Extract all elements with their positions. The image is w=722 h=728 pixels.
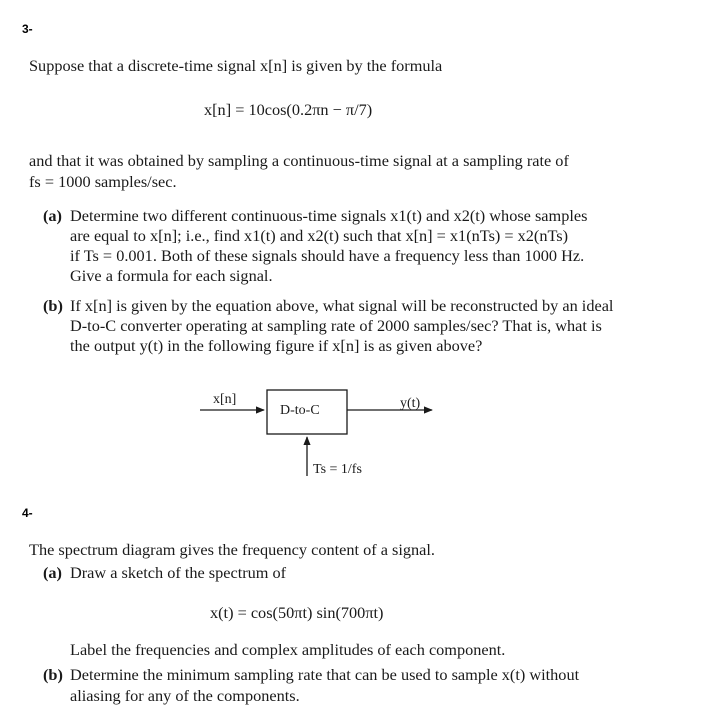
problem-4-formula: x(t) = cos(50πt) sin(700πt) bbox=[210, 603, 384, 622]
problem-3-number: 3- bbox=[22, 22, 33, 36]
problem-4-part-a-label: (a) bbox=[43, 563, 62, 582]
problem-4-number: 4- bbox=[22, 506, 33, 520]
problem-4-part-b-label: (b) bbox=[43, 665, 63, 684]
problem-3-context-line1: and that it was obtained by sampling a continuous-time signal at a sampling rate of bbox=[29, 151, 569, 170]
problem-3-part-b-line3: the output y(t) in the following figure if x[n] is as given above? bbox=[70, 336, 483, 355]
problem-3-part-a-line4: Give a formula for each signal. bbox=[70, 266, 273, 285]
problem-3-part-b-line2: D-to-C converter operating at sampling rate of 2000 samples/sec? That is, what is bbox=[70, 316, 602, 335]
diagram-output-label: y(t) bbox=[400, 396, 421, 411]
problem-3-context-line2: fs = 1000 samples/sec. bbox=[29, 172, 177, 191]
diagram-input-label: x[n] bbox=[213, 392, 237, 407]
problem-3-formula: x[n] = 10cos(0.2πn − π/7) bbox=[204, 100, 373, 119]
problem-4-intro: The spectrum diagram gives the frequency content of a signal. bbox=[29, 540, 435, 559]
problem-3-part-b-line1: If x[n] is given by the equation above, what signal will be reconstructed by an ideal bbox=[70, 296, 614, 315]
problem-4-part-b-line2: aliasing for any of the components. bbox=[70, 686, 300, 705]
problem-4-part-a-line2: Label the frequencies and complex amplitudes of each component. bbox=[70, 640, 506, 659]
problem-3-part-a-line3: if Ts = 0.001. Both of these signals should have a frequency less than 1000 Hz. bbox=[70, 246, 585, 265]
problem-3-intro: Suppose that a discrete-time signal x[n] is given by the formula bbox=[29, 56, 443, 75]
problem-3-part-a-line2: are equal to x[n]; i.e., find x1(t) and x2(t) such that x[n] = x1(nTs) = x2(nTs) bbox=[70, 226, 569, 245]
problem-3-part-b-label: (b) bbox=[43, 296, 63, 315]
problem-3-part-a-label: (a) bbox=[43, 206, 62, 225]
diagram-sampling-label: Ts = 1/fs bbox=[313, 462, 362, 477]
diagram-block-label: D-to-C bbox=[280, 403, 320, 418]
problem-3-part-a-line1: Determine two different continuous-time signals x1(t) and x2(t) whose samples bbox=[70, 206, 588, 225]
problem-4-part-a-line1: Draw a sketch of the spectrum of bbox=[70, 563, 287, 582]
problem-4-part-b-line1: Determine the minimum sampling rate that can be used to sample x(t) without bbox=[70, 665, 580, 684]
